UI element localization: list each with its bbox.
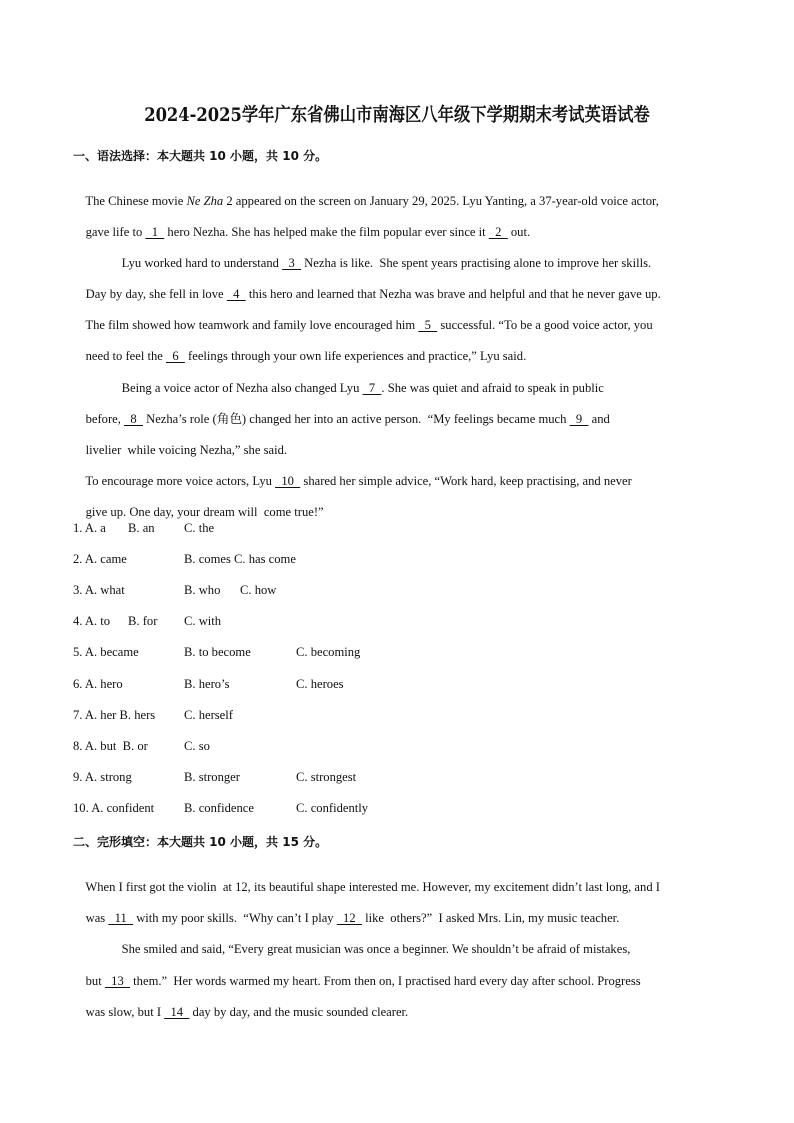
text-segment: hero Nezha. She has helped make the film popular ever since it (164, 225, 489, 239)
movie-title: Ne Zha (186, 194, 224, 208)
text-segment: Day by day, she fell in love (85, 287, 227, 301)
text-segment: Lyu worked hard to understand (121, 256, 283, 270)
option-7ab: 7. A. her B. hers (73, 708, 156, 722)
blank-2: 2 (488, 225, 508, 239)
blank-5: 5 (418, 318, 438, 332)
option-5b: B. to become (184, 645, 251, 659)
text-segment: feelings through your own life experiences and practice,” Lyu said. (184, 349, 527, 363)
option-3c: C. how (240, 583, 277, 597)
option-9c: C. strongest (296, 770, 357, 784)
option-5c: C. becoming (296, 645, 361, 659)
option-6c: C. heroes (296, 677, 344, 691)
blank-10: 10 (275, 474, 301, 488)
text-segment: need to feel the (85, 349, 167, 363)
blank-8: 8 (124, 412, 143, 426)
text-segment: but (85, 974, 105, 988)
option-3a: 3. A. what (73, 583, 125, 597)
blank-4: 4 (226, 287, 246, 301)
option-2bc: B. comes C. has come (184, 552, 296, 566)
option-4b: B. for (128, 614, 158, 628)
text-segment: gave life to (85, 225, 146, 239)
text-segment: was slow, but I (85, 1005, 165, 1019)
text-segment: day by day, and the music sounded clearer. (189, 1005, 409, 1019)
option-10b: B. confidence (184, 801, 254, 815)
blank-7: 7 (362, 381, 382, 395)
blank-11: 11 (108, 911, 134, 925)
blank-6: 6 (166, 349, 185, 363)
text-segment: To encourage more voice actors, Lyu (85, 474, 276, 488)
option-1b: B. an (128, 521, 155, 535)
text-segment: out. (507, 225, 531, 239)
text-segment: Being a voice actor of Nezha also changed Lyu (121, 381, 363, 395)
option-1a: 1. A. a (73, 521, 106, 535)
blank-13: 13 (104, 974, 131, 988)
blank-12: 12 (336, 911, 362, 925)
text-segment: them.” Her words warmed my heart. From then on, I practised hard every day after school. Progress (130, 974, 641, 988)
option-6a: 6. A. hero (73, 677, 123, 691)
option-8c: C. so (184, 739, 210, 753)
option-10c: C. confidently (296, 801, 369, 815)
option-4c: C. with (184, 614, 222, 628)
page-title: 2024-2025学年广东省佛山市南海区八年级下学期期末考试英语试卷 (144, 105, 650, 126)
option-4a: 4. A. to (73, 614, 111, 628)
section-heading-grammar: 一、语法选择：本大题共 10 小题，共 10 分。 (73, 149, 328, 163)
text-segment: was (85, 911, 109, 925)
text-segment: The Chinese movie (85, 194, 187, 208)
option-6b: B. hero’s (184, 677, 230, 691)
text-segment: give up. One day, your dream will come true!” (85, 505, 324, 519)
passage-line (73, 988, 408, 1036)
option-9a: 9. A. strong (73, 770, 132, 784)
option-9b: B. stronger (184, 770, 240, 784)
text-segment: The film showed how teamwork and family love encouraged him (85, 318, 419, 332)
text-segment: shared her simple advice, “Work hard, keep practising, and never (300, 474, 632, 488)
option-1c: C. the (184, 521, 215, 535)
blank-9: 9 (569, 412, 589, 426)
text-segment: She smiled and said, “Every great musician was once a beginner. We shouldn’t be afraid of mistakes, (121, 942, 631, 956)
text-segment: Nezha is like. She spent years practising alone to improve her skills. (301, 256, 652, 270)
blank-1: 1 (145, 225, 165, 239)
blank-3: 3 (282, 256, 302, 270)
text-segment: Nezha’s role (角色) changed her into an active person. “My feelings became much (142, 412, 570, 426)
text-segment: and (588, 412, 610, 426)
text-segment: like others?” I asked Mrs. Lin, my music teacher. (361, 911, 620, 925)
text-segment: . She was quiet and afraid to speak in public (381, 381, 604, 395)
text-segment: this hero and learned that Nezha was brave and helpful and that he never gave up. (245, 287, 661, 301)
text-segment: 2 appeared on the screen on January 29, 2025. Lyu Yanting, a 37-year-old voice actor, (223, 194, 659, 208)
text-segment: with my poor skills. “Why can’t I play (133, 911, 337, 925)
option-10a: 10. A. confident (73, 801, 155, 815)
option-2a: 2. A. came (73, 552, 127, 566)
text-segment: successful. “To be a good voice actor, you (437, 318, 653, 332)
option-7c: C. herself (184, 708, 233, 722)
section-heading-cloze: 二、完形填空：本大题共 10 小题，共 15 分。 (73, 835, 328, 849)
option-8ab: 8. A. but B. or (73, 739, 148, 753)
option-3b: B. who (184, 583, 221, 597)
text-segment: before, (85, 412, 125, 426)
blank-14: 14 (164, 1005, 190, 1019)
option-5a: 5. A. became (73, 645, 139, 659)
text-segment: When I first got the violin at 12, its beautiful shape interested me. However, my excitement didn’t last long, and I (85, 880, 660, 894)
text-segment: livelier while voicing Nezha,” she said. (85, 443, 288, 457)
